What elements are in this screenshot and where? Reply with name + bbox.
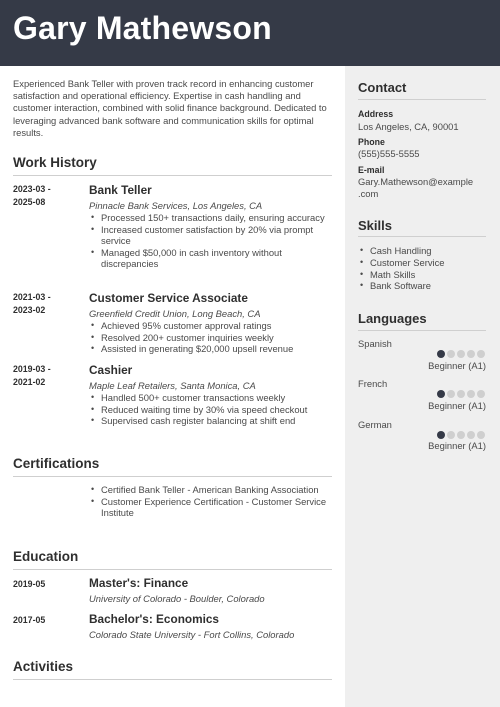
rating-dot-empty	[457, 431, 465, 439]
list-item: • Math Skills	[370, 269, 488, 281]
section-title-contact: Contact	[358, 80, 407, 95]
section-title-languages: Languages	[358, 311, 427, 326]
list-item: • Increased customer satisfaction by 20% via prompt service	[101, 224, 329, 247]
language-name: Spanish	[358, 338, 392, 349]
list-item: • Bank Software	[370, 280, 488, 292]
section-divider	[13, 569, 332, 570]
job-dates	[13, 291, 83, 317]
section-title-skills: Skills	[358, 218, 392, 233]
job-dates	[13, 183, 83, 209]
list-item: • Processed 150+ transactions daily, ensuring accuracy	[101, 212, 329, 224]
cert-bullets	[89, 484, 329, 519]
rating-dot-empty	[467, 431, 475, 439]
list-item: • Certified Bank Teller - American Banking Association	[101, 484, 329, 496]
rating-dot-filled	[437, 390, 445, 398]
language-name: French	[358, 378, 388, 389]
language-level: Beginner (A1)	[428, 360, 486, 371]
language-rating	[437, 390, 485, 398]
job-entry	[89, 363, 329, 427]
list-item: • Reduced waiting time by 30% via speed checkout	[101, 404, 329, 416]
section-title-education: Education	[13, 549, 79, 564]
skills-list	[358, 245, 488, 292]
rating-dot-empty	[447, 350, 455, 358]
job-date-start: 2023-03 -	[13, 184, 51, 194]
degree: Bachelor's: Economics	[89, 612, 219, 626]
rating-dot-empty	[447, 390, 455, 398]
section-title-certifications: Certifications	[13, 456, 100, 471]
skill-bullets	[358, 245, 488, 292]
phone-label: Phone	[358, 137, 385, 147]
section-divider	[13, 476, 332, 477]
job-entry	[89, 291, 329, 355]
email-label: E-mail	[358, 165, 385, 175]
email-value-part: .com	[358, 188, 379, 199]
rating-dot-empty	[447, 431, 455, 439]
job-dates	[13, 363, 83, 389]
language-level: Beginner (A1)	[428, 440, 486, 451]
section-title-work-history: Work History	[13, 155, 97, 170]
rating-dot-empty	[457, 390, 465, 398]
education-entry	[89, 576, 329, 605]
rating-dot-empty	[467, 390, 475, 398]
rating-dot-empty	[477, 431, 485, 439]
resume-header	[0, 0, 500, 66]
job-date-start: 2021-03 -	[13, 292, 51, 302]
language-level: Beginner (A1)	[428, 400, 486, 411]
list-item: • Managed $50,000 in cash inventory without discrepancies	[101, 247, 329, 270]
address-value: Los Angeles, CA, 90001	[358, 121, 459, 132]
section-title-activities: Activities	[13, 659, 74, 674]
list-item: • Customer Service	[370, 257, 488, 269]
rating-dot-empty	[457, 350, 465, 358]
list-item: • Supervised cash register balancing at shift end	[101, 415, 329, 427]
list-item: • Resolved 200+ customer inquiries weekly	[101, 332, 329, 344]
candidate-name: Gary Mathewson	[13, 10, 272, 46]
list-item: • Customer Experience Certification - Customer Service Institute	[101, 496, 329, 519]
job-date-start: 2019-03 -	[13, 364, 51, 374]
certifications-list	[89, 484, 329, 519]
professional-summary: Experienced Bank Teller with proven track record in enhancing customer satisfaction and operational efficiency. Expertise in cash handling and customer interaction, combined with solid finance background. Dedicated to leveraging advanced bank software and communication skills for optimal results.	[13, 78, 327, 138]
section-divider	[13, 175, 332, 176]
rating-dot-filled	[437, 350, 445, 358]
email-value-part: Gary.Mathewson@example	[358, 176, 474, 187]
job-title: Cashier	[89, 363, 133, 377]
list-item: • Assisted in generating $20,000 upsell revenue	[101, 343, 329, 355]
job-bullets	[89, 392, 329, 427]
list-item: • Achieved 95% customer approval ratings	[101, 320, 329, 332]
phone-value: (555)555-5555	[358, 148, 420, 159]
job-date-end: 2021-02	[13, 377, 46, 387]
language-rating	[437, 431, 485, 439]
school: Colorado State University - Fort Collins, Colorado	[89, 629, 295, 640]
job-entry	[89, 183, 329, 270]
rating-dot-empty	[477, 390, 485, 398]
degree: Master's: Finance	[89, 576, 189, 590]
list-item: • Cash Handling	[370, 245, 488, 257]
job-date-end: 2023-02	[13, 305, 46, 315]
job-company: Pinnacle Bank Services, Los Angeles, CA	[89, 200, 263, 211]
address-label: Address	[358, 109, 394, 119]
section-divider	[358, 99, 486, 100]
job-title: Bank Teller	[89, 183, 152, 197]
edu-date: 2017-05	[13, 615, 46, 625]
rating-dot-filled	[437, 431, 445, 439]
edu-date: 2019-05	[13, 579, 46, 589]
language-name: German	[358, 419, 392, 430]
job-company: Greenfield Credit Union, Long Beach, CA	[89, 308, 261, 319]
job-bullets	[89, 320, 329, 355]
section-divider	[358, 236, 486, 237]
section-divider	[358, 330, 486, 331]
job-company: Maple Leaf Retailers, Santa Monica, CA	[89, 380, 256, 391]
school: University of Colorado - Boulder, Colorado	[89, 593, 265, 604]
job-title: Customer Service Associate	[89, 291, 248, 305]
list-item: • Handled 500+ customer transactions weekly	[101, 392, 329, 404]
job-bullets	[89, 212, 329, 270]
education-entry	[89, 612, 329, 641]
section-divider	[13, 679, 332, 680]
language-rating	[437, 350, 485, 358]
rating-dot-empty	[467, 350, 475, 358]
job-date-end: 2025-08	[13, 197, 46, 207]
email-value	[358, 176, 488, 200]
rating-dot-empty	[477, 350, 485, 358]
